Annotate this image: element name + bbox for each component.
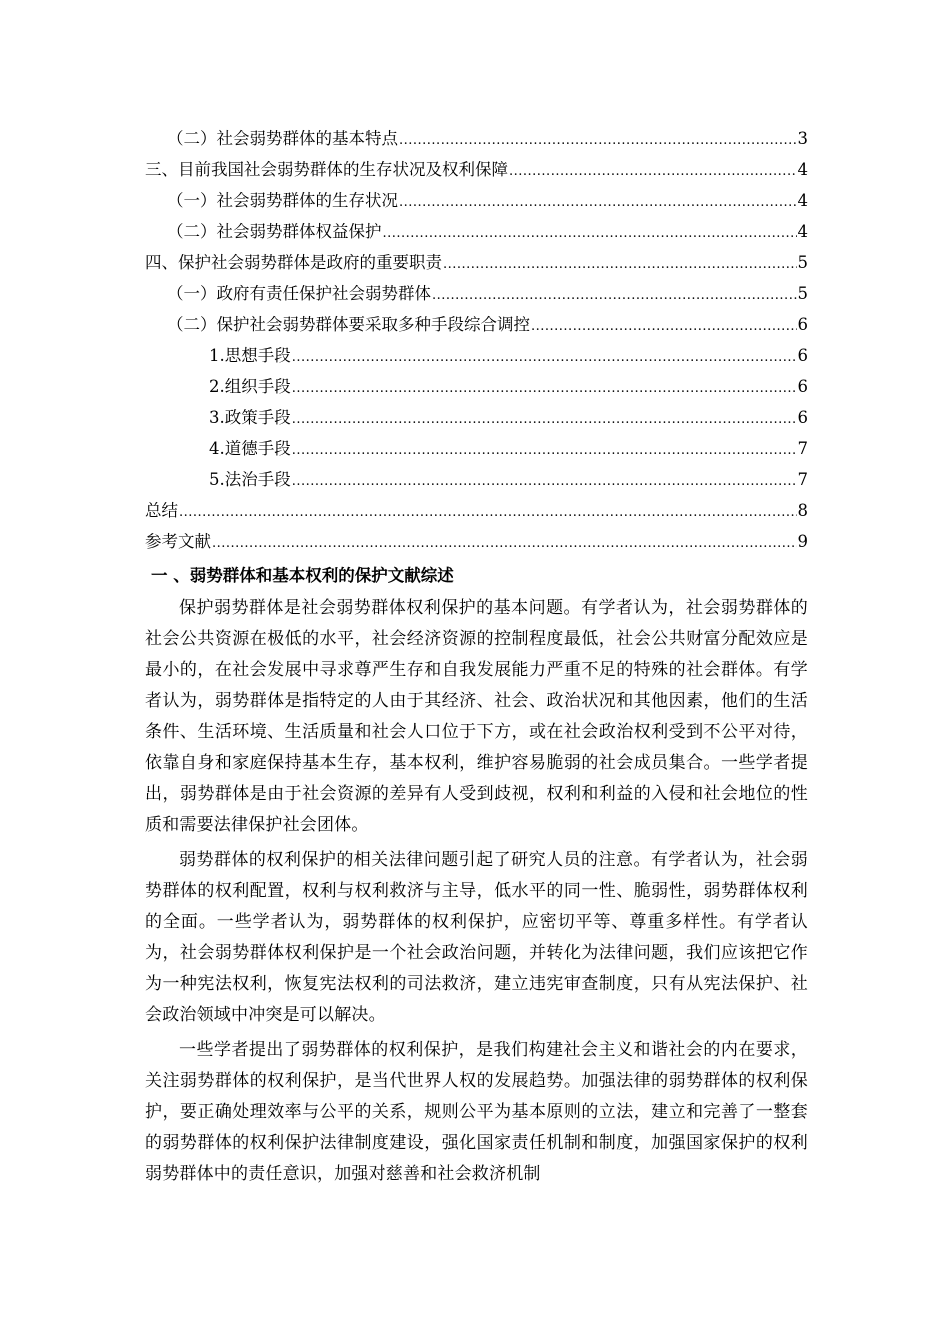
- toc-entry-page: 5: [797, 253, 808, 272]
- toc-dot-leader: [212, 528, 797, 559]
- toc-entry-page: 7: [797, 439, 808, 458]
- toc-entry-page: 4: [797, 222, 808, 241]
- body-paragraph: 一些学者提出了弱势群体的权利保护，是我们构建社会主义和谐社会的内在要求，关注弱势群体的权利保护，是当代世界人权的发展趋势。加强法律的弱势群体的权利保护，要正确处理效率与公平的关系，规则公平为基本原则的立法，建立和完善了一整套的弱势群体的权利保护法律制度建设，强化国家责任机制和制度，加强国家保护的权利弱势群体中的责任意识，加强对慈善和社会救济机制: [145, 1040, 808, 1184]
- toc-dot-leader: [432, 280, 797, 311]
- document-page: [145, 123, 808, 1190]
- toc-entry[interactable]: [145, 464, 808, 495]
- table-of-contents: [145, 123, 808, 557]
- toc-entry-page: 3: [797, 129, 808, 148]
- toc-entry-page: 4: [797, 160, 808, 179]
- toc-entry-title: 总结: [145, 501, 178, 520]
- toc-entry-title: （一）政府有责任保护社会弱势群体: [167, 284, 431, 303]
- toc-dot-leader: [179, 497, 797, 528]
- toc-entry-title: 1.思想手段: [209, 346, 291, 365]
- toc-entry-page: 6: [797, 377, 808, 396]
- toc-entry[interactable]: [145, 340, 808, 371]
- toc-entry-page: 6: [797, 408, 808, 427]
- toc-entry-page: 6: [797, 346, 808, 365]
- toc-entry[interactable]: [145, 526, 808, 557]
- toc-entry[interactable]: [145, 495, 808, 526]
- toc-entry[interactable]: [145, 309, 808, 340]
- toc-entry[interactable]: [145, 123, 808, 154]
- toc-entry[interactable]: [145, 371, 808, 402]
- toc-entry-title: （二）社会弱势群体权益保护: [167, 222, 382, 241]
- toc-entry[interactable]: [145, 433, 808, 464]
- toc-dot-leader: [399, 187, 797, 218]
- toc-entry[interactable]: [145, 154, 808, 185]
- toc-entry[interactable]: [145, 185, 808, 216]
- toc-entry-title: （二）保护社会弱势群体要采取多种手段综合调控: [167, 315, 530, 334]
- toc-dot-leader: [443, 249, 797, 280]
- toc-entry-title: 4.道德手段: [209, 439, 291, 458]
- toc-entry-page: 5: [797, 284, 808, 303]
- toc-dot-leader: [383, 218, 797, 249]
- section-heading: 一 、弱势群体和基本权利的保护文献综述: [151, 566, 454, 585]
- toc-entry-title: 四、保护社会弱势群体是政府的重要职责: [145, 253, 442, 272]
- toc-entry-title: 参考文献: [145, 532, 211, 551]
- toc-dot-leader: [292, 373, 797, 404]
- toc-entry-page: 4: [797, 191, 808, 210]
- toc-entry[interactable]: [145, 402, 808, 433]
- toc-entry-page: 7: [797, 470, 808, 489]
- toc-entry-page: 6: [797, 315, 808, 334]
- body-paragraph: 保护弱势群体是社会弱势群体权利保护的基本问题。有学者认为，社会弱势群体的社会公共资源在极低的水平，社会经济资源的控制程度最低，社会公共财富分配效应是最小的，在社会发展中寻求尊严生存和自我发展能力严重不足的特殊的社会群体。有学者认为，弱势群体是指特定的人由于其经济、社会、政治状况和其他因素，他们的生活条件、生活环境、生活质量和社会人口位于下方，或在社会政治权利受到不公平对待，依靠自身和家庭保持基本生存，基本权利，维护容易脆弱的社会成员集合。一些学者提出，弱势群体是由于社会资源的差异有人受到歧视，权利和利益的入侵和社会地位的性质和需要法律保护社会团体。: [145, 598, 808, 835]
- toc-dot-leader: [292, 435, 797, 466]
- toc-entry-page: 8: [797, 501, 808, 520]
- toc-entry[interactable]: [145, 216, 808, 247]
- toc-dot-leader: [292, 342, 797, 373]
- toc-entry[interactable]: [145, 247, 808, 278]
- toc-dot-leader: [509, 156, 797, 187]
- toc-entry-title: （二）社会弱势群体的基本特点: [167, 129, 398, 148]
- toc-dot-leader: [531, 311, 797, 342]
- toc-dot-leader: [292, 466, 797, 497]
- toc-entry[interactable]: [145, 278, 808, 309]
- toc-entry-title: 3.政策手段: [209, 408, 291, 427]
- toc-entry-title: 5.法治手段: [209, 470, 291, 489]
- toc-dot-leader: [292, 404, 797, 435]
- body-paragraph: 弱势群体的权利保护的相关法律问题引起了研究人员的注意。有学者认为，社会弱势群体的权利配置，权利与权利救济与主导，低水平的同一性、脆弱性，弱势群体权利的全面。一些学者认为，弱势群体的权利保护，应密切平等、尊重多样性。有学者认为，社会弱势群体权利保护是一个社会政治问题，并转化为法律问题，我们应该把它作为一种宪法权利，恢复宪法权利的司法救济，建立违宪审查制度，只有从宪法保护、社会政治领域中冲突是可以解决。: [145, 850, 808, 1025]
- toc-entry-title: （一）社会弱势群体的生存状况: [167, 191, 398, 210]
- toc-entry-title: 2.组织手段: [209, 377, 291, 396]
- toc-entry-title: 三、目前我国社会弱势群体的生存状况及权利保障: [145, 160, 508, 179]
- toc-entry-page: 9: [797, 532, 808, 551]
- toc-dot-leader: [399, 125, 797, 156]
- section-body: [145, 593, 808, 1190]
